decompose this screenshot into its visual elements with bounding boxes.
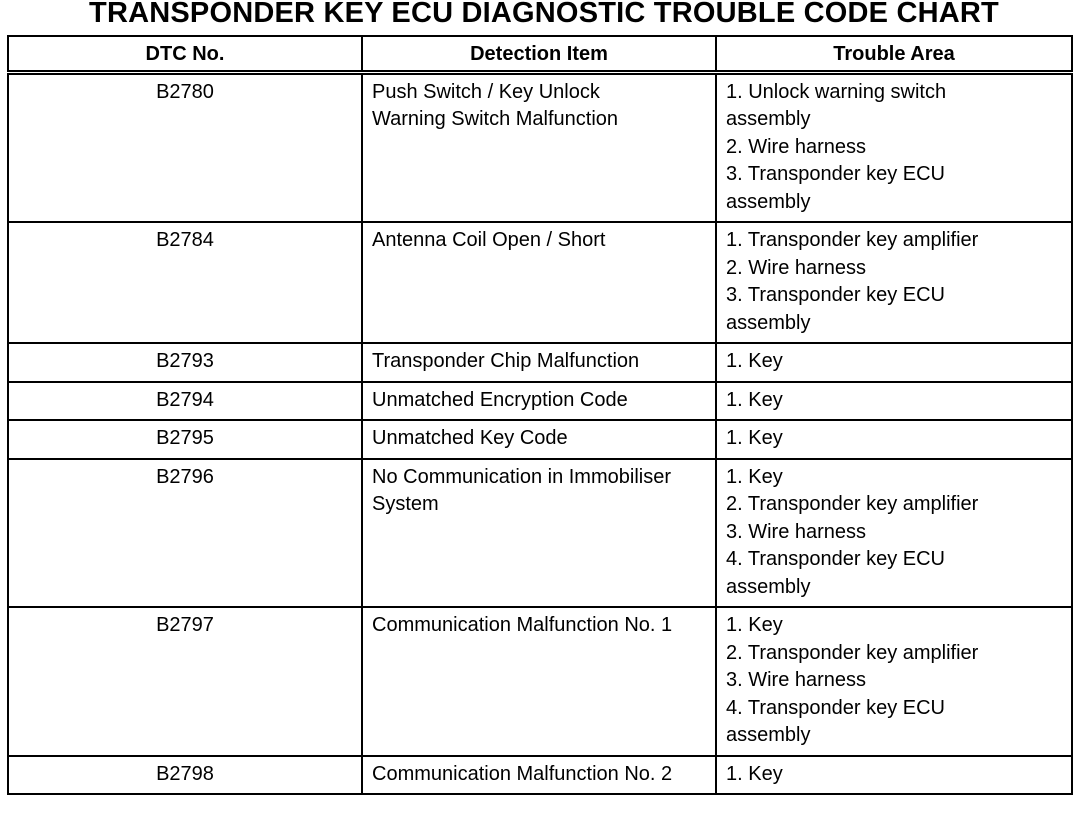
trouble-area-line: 2. Transponder key amplifier xyxy=(726,641,979,664)
detection-item-cell xyxy=(362,420,716,459)
trouble-area-line: 1. Transponder key amplifier xyxy=(726,229,979,251)
table-row xyxy=(8,420,1072,459)
column-header-dtc: DTC No. xyxy=(8,36,362,72)
trouble-area-line: 2. Wire harness xyxy=(726,135,867,158)
dtc-code-cell: B2795 xyxy=(8,420,362,459)
trouble-area-cell xyxy=(716,343,1072,382)
detection-item-cell xyxy=(362,382,716,421)
detection-item-line: Transponder Chip Malfunction xyxy=(372,350,640,372)
detection-item-cell xyxy=(362,756,716,795)
dtc-code-cell: B2796 xyxy=(8,459,362,608)
trouble-area-line: assembly xyxy=(726,575,811,598)
table-row xyxy=(8,459,1072,608)
table-row xyxy=(8,222,1072,343)
trouble-area-line: 1. Key xyxy=(726,350,783,372)
trouble-area-line: 4. Transponder key ECU xyxy=(726,696,945,719)
trouble-area-line: assembly xyxy=(726,108,811,130)
detection-item-line: Unmatched Key Code xyxy=(372,427,568,449)
detection-item-line: System xyxy=(372,493,439,515)
table-row xyxy=(8,72,1072,222)
detection-item-line: Push Switch / Key Unlock xyxy=(372,80,600,103)
trouble-area-line: 2. Wire harness xyxy=(726,256,867,279)
detection-item-line: Communication Malfunction No. 2 xyxy=(372,762,673,785)
detection-item-cell xyxy=(362,72,716,222)
trouble-area-line: 3. Transponder key ECU xyxy=(726,284,945,306)
trouble-area-line: 1. Key xyxy=(726,388,783,411)
detection-item-cell xyxy=(362,343,716,382)
dtc-code-cell: B2780 xyxy=(8,72,362,222)
trouble-area-line: 1. Key xyxy=(726,762,783,785)
dtc-code-cell: B2798 xyxy=(8,756,362,795)
dtc-code-cell: B2784 xyxy=(8,222,362,343)
trouble-area-cell xyxy=(716,607,1072,756)
trouble-area-line: 3. Wire harness xyxy=(726,669,867,691)
trouble-area-line: 1. Key xyxy=(726,614,783,636)
detection-item-line: Antenna Coil Open / Short xyxy=(372,229,606,251)
table-body xyxy=(8,72,1072,794)
trouble-area-line: 3. Wire harness xyxy=(726,520,867,543)
trouble-area-cell xyxy=(716,459,1072,608)
trouble-area-cell xyxy=(716,420,1072,459)
detection-item-cell xyxy=(362,222,716,343)
detection-item-cell xyxy=(362,459,716,608)
trouble-area-line: assembly xyxy=(726,724,811,746)
trouble-area-line: 1. Unlock warning switch xyxy=(726,80,947,103)
page-title: TRANSPONDER KEY ECU DIAGNOSTIC TROUBLE CODE CHART xyxy=(89,0,999,29)
trouble-area-cell xyxy=(716,756,1072,795)
detection-item-cell xyxy=(362,607,716,756)
trouble-area-cell xyxy=(716,72,1072,222)
trouble-area-cell xyxy=(716,382,1072,421)
table-row xyxy=(8,607,1072,756)
detection-item-line: Warning Switch Malfunction xyxy=(372,108,619,130)
detection-item-line: Communication Malfunction No. 1 xyxy=(372,614,673,636)
trouble-area-cell xyxy=(716,222,1072,343)
trouble-area-line: 1. Key xyxy=(726,427,783,449)
trouble-area-line: assembly xyxy=(726,190,811,213)
dtc-table xyxy=(7,35,1073,795)
table-row xyxy=(8,756,1072,795)
dtc-code-cell: B2793 xyxy=(8,343,362,382)
table-row xyxy=(8,343,1072,382)
trouble-area-line: 4. Transponder key ECU xyxy=(726,548,945,570)
detection-item-line: No Communication in Immobiliser xyxy=(372,465,671,488)
detection-item-line: Unmatched Encryption Code xyxy=(372,388,628,411)
dtc-code-cell: B2794 xyxy=(8,382,362,421)
trouble-area-line: assembly xyxy=(726,311,811,334)
column-header-trouble-area: Trouble Area xyxy=(716,36,1072,72)
trouble-area-line: 3. Transponder key ECU xyxy=(726,163,945,185)
dtc-code-cell: B2797 xyxy=(8,607,362,756)
table-row xyxy=(8,382,1072,421)
trouble-area-line: 2. Transponder key amplifier xyxy=(726,493,979,515)
trouble-area-line: 1. Key xyxy=(726,465,783,488)
column-header-detection-item: Detection Item xyxy=(362,36,716,72)
table-header-row xyxy=(8,36,1072,72)
